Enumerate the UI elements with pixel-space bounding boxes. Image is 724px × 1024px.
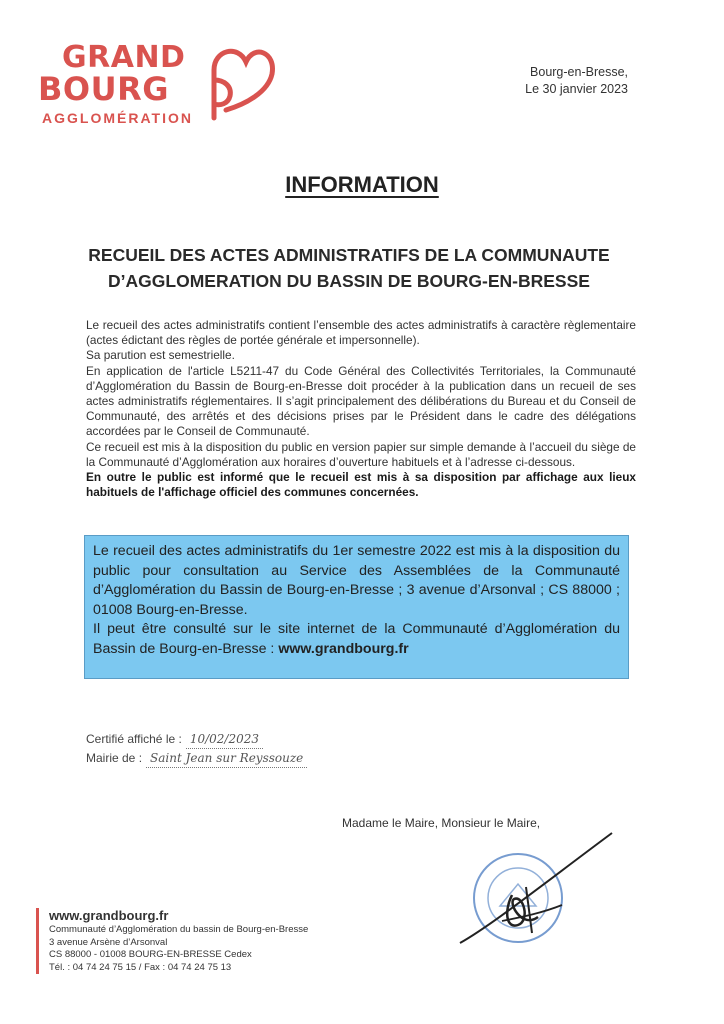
logo-line-bourg: BOURG <box>38 70 169 108</box>
document-subtitle <box>70 242 628 294</box>
website-link[interactable]: www.grandbourg.fr <box>278 640 409 657</box>
body-paragraph-1: Le recueil des actes administratifs contient l’ensemble des actes administratifs à caractère règlementaire (actes édictant des règles de portée générale et impersonnelle). <box>86 318 636 348</box>
notice-box <box>84 535 629 679</box>
place-text: Bourg-en-Bresse, <box>530 65 628 79</box>
footer-line-1: Communauté d’Agglomération du bassin de Bourg-en-Bresse <box>49 924 309 935</box>
footer-contact <box>36 908 308 974</box>
heart-logo-icon <box>194 40 278 124</box>
grand-bourg-logo <box>38 40 278 130</box>
body-paragraph-4: Ce recueil est mis à la disposition du public en version papier sur simple demande à l’accueil du siège de la Communauté d’Agglomération aux horaires d’ouverture habituels et à l’adresse ci-dessous. <box>86 439 636 469</box>
notice-paragraph-1: Le recueil des actes administratifs du 1er semestre 2022 est mis à la disposition du public pour consultation au Service des Assemblées de la Communauté d’Agglomération du Bassin de Bourg-en-Bresse ; 3 avenue d’Arsonval ; CS 88000 ; 01008 Bourg-en-Bresse. <box>93 543 620 618</box>
body-text <box>86 318 636 500</box>
footer-line-2: 3 avenue Arsène d’Arsonval <box>49 936 168 948</box>
page-title: INFORMATION <box>285 172 439 197</box>
certification-mairie-row <box>86 749 307 768</box>
place-date <box>525 64 628 98</box>
body-paragraph-2: Sa parution est semestrielle. <box>86 348 235 363</box>
certification-block <box>86 730 307 768</box>
subtitle-line-2: D’AGGLOMERATION DU BASSIN DE BOURG-EN-BRESSE <box>108 271 590 291</box>
page-title-wrap <box>0 172 724 198</box>
body-paragraph-3: En application de l'article L5211-47 du Code Général des Collectivités Territoriales, la Communauté d’Agglomération du Bassin de Bourg-en-Bresse doit procéder à la publication dans un recueil de ses actes administratifs réglementaires. Il s’agit principalement des délibérations du Bureau et du Conseil de Communauté, des arrêtés et des décisions prises par le Président dans le cadre des délégations accordées par le Conseil de Communauté. <box>86 363 636 439</box>
handwritten-signature-icon <box>452 825 622 955</box>
notice-paragraph-2 <box>93 620 620 659</box>
certification-date-value: 10/02/2023 <box>186 730 263 749</box>
certification-date-row <box>86 730 307 749</box>
footer-line-4: Tél. : 04 74 24 75 15 / Fax : 04 74 24 75 13 <box>49 961 232 973</box>
footer-line-3: CS 88000 - 01008 BOURG-EN-BRESSE Cedex <box>49 949 252 960</box>
footer-website[interactable]: www.grandbourg.fr <box>49 908 169 923</box>
subtitle-line-1: RECUEIL DES ACTES ADMINISTRATIFS DE LA COMMUNAUTE <box>88 245 610 265</box>
date-text: Le 30 janvier 2023 <box>525 82 628 96</box>
notice-paragraph-2-text: Il peut être consulté sur le site internet de la Communauté d’Agglomération du Bassin de Bourg-en-Bresse : <box>93 621 620 657</box>
logo-line-agglomeration: AGGLOMÉRATION <box>42 110 193 126</box>
certification-date-label: Certifié affiché le : <box>86 732 182 746</box>
logo-line-grand: GRAND <box>62 40 186 75</box>
signature-line: Madame le Maire, Monsieur le Maire, <box>342 816 541 830</box>
certification-mairie-label: Mairie de : <box>86 751 143 765</box>
certification-mairie-value: Saint Jean sur Reyssouze <box>146 749 307 768</box>
body-paragraph-5: En outre le public est informé que le recueil est mis à sa disposition par affichage aux lieux habituels de l'affichage officiel des communes concernées. <box>86 470 636 500</box>
